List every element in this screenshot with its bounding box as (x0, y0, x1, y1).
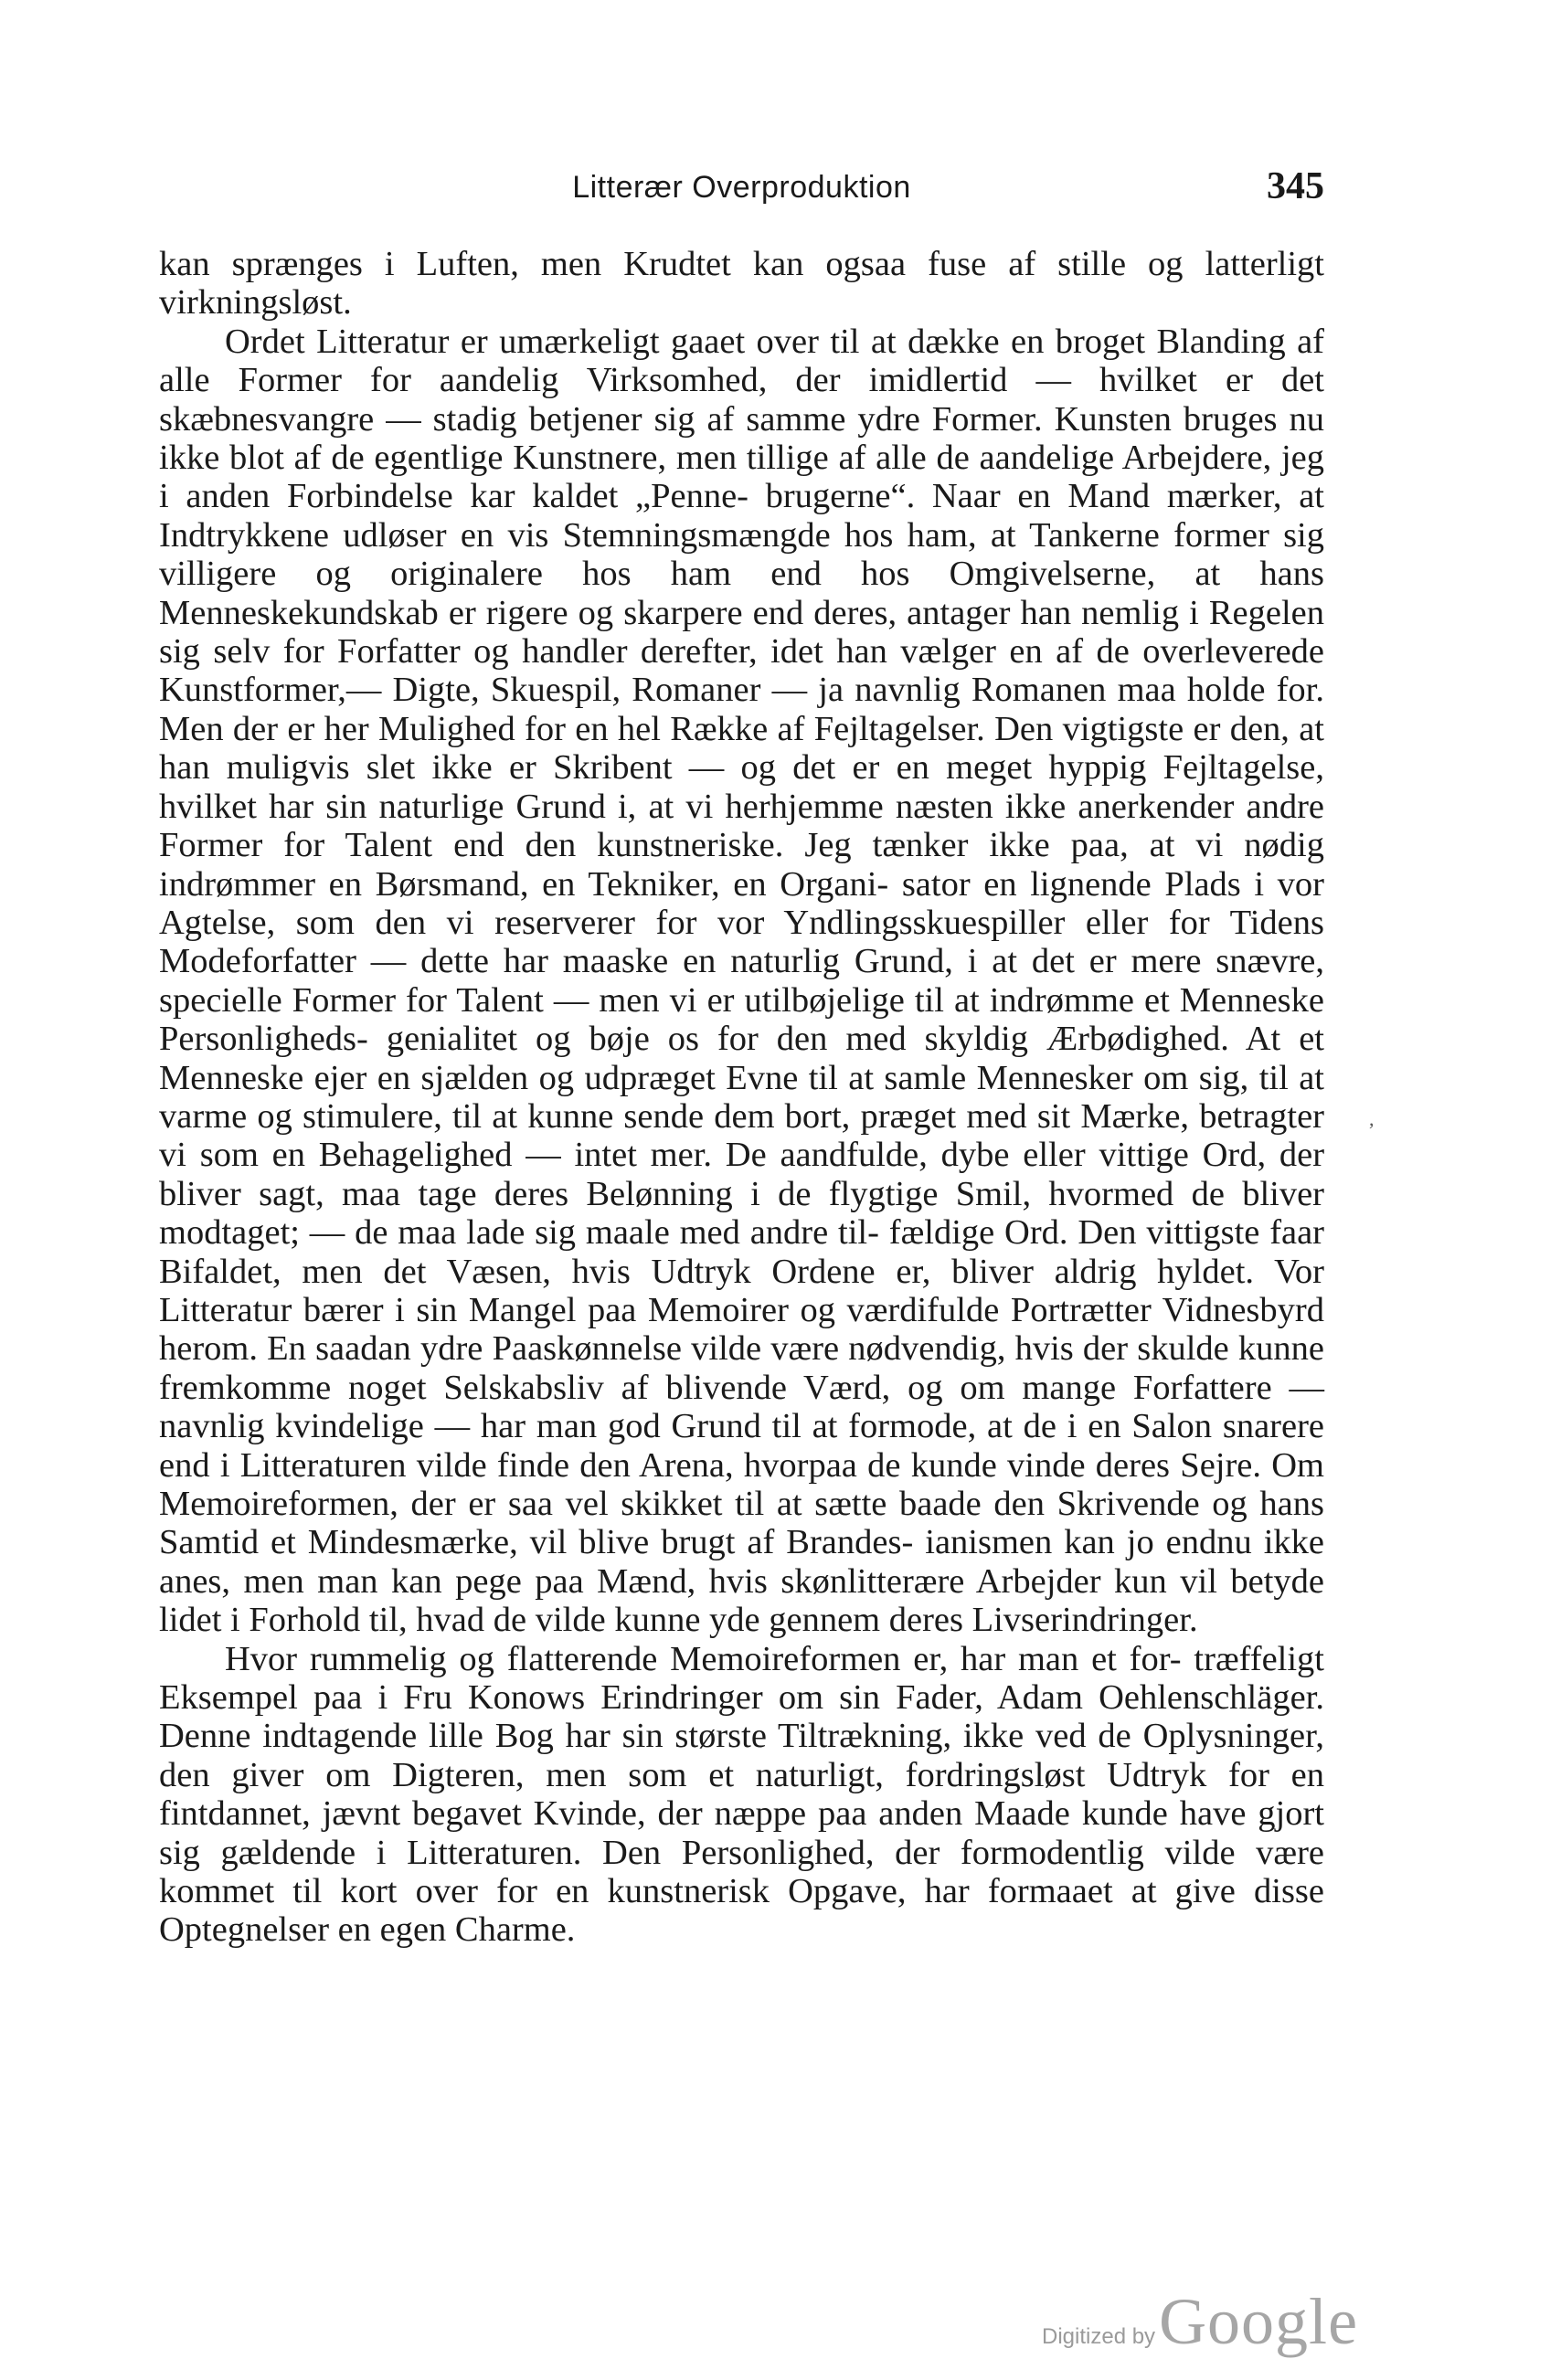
text-line: genialitet og bøje os for den med skyldig Ærbødighed. At et Menneske (159, 1020, 1324, 1097)
paragraph-litteratur (159, 323, 1324, 1640)
text-line: og handler derefter, idet han vælger en af de overleverede Kunstformer,— (159, 632, 1324, 710)
text-line: kvindelige — har man god Grund til at formode, at de i en Salon snarere (275, 1407, 1324, 1446)
paragraph-memoireformen (159, 1640, 1324, 1950)
margin-mark: , (1369, 1107, 1375, 1130)
text-line: Paaskønnelse vilde være nødvendig, hvis der skulde kunne fremkomme (159, 1329, 1325, 1407)
text-line: træffeligt Eksempel paa i Fru Konows Erindringer om sin Fader, Adam (159, 1639, 1324, 1718)
page-number: 345 (1267, 165, 1324, 207)
text-line: Oehlenschläger. Denne indtagende lille Bog har sin største Tiltrækning, (159, 1678, 1325, 1756)
text-line: — men vi er utilbøjelige til at indrømme et Menneske Personligheds- (159, 980, 1324, 1059)
text-line: den, at han muligvis slet ikke er Skribent — og det er en meget hyppig (159, 709, 1325, 788)
text-line: Ordene er, bliver aldrig hyldet. Vor Litteratur bærer i sin Mangel paa (159, 1252, 1324, 1329)
text-line: paa anden Maade kunde have gjort sig gældende i Litteraturen. Den (159, 1794, 1325, 1872)
paragraph-continuation (159, 245, 1324, 323)
text-line: Sejre. Om Memoireformen, der er saa vel skikket til at sætte baade den (159, 1445, 1324, 1523)
text-line: fordringsløst Udtryk for en fintdannet, jævnt begavet Kvinde, der næppe (159, 1755, 1324, 1834)
text-line: er det skæbnesvangre — stadig betjener sig af samme ydre Former. (159, 361, 1324, 439)
book-page (159, 164, 1324, 1950)
running-head (159, 164, 1324, 219)
text-line: vittige Ord, der bliver sagt, maa tage deres Belønning i de flygtige Smil, (159, 1136, 1325, 1213)
text-line: ikke paa, at vi nødig indrømmer en Børsmand, en Tekniker, en Organi- (159, 826, 1324, 904)
text-line: sator en lignende Plads i vor Agtelse, som den vi reserverer for vor (159, 864, 1324, 942)
text-line: hvormed de bliver modtaget; — de maa lade sig maale med andre til- (159, 1174, 1325, 1253)
google-logo: Google (1159, 2285, 1359, 2358)
body-text (159, 245, 1324, 1950)
text-line: Yndlingsskuespiller eller for Tidens Modeforfatter — dette har maaske (159, 903, 1325, 981)
text-line: Personlighed, der formodentlig vilde være kommet til kort over for en (159, 1833, 1325, 1911)
text-line: alle de aandelige Arbejdere, jeg i anden Forbindelse kar kaldet „Penne- (159, 439, 1324, 516)
text-line: Blanding af alle Former for aandelig Virksomhed, der imidlertid — hvilket (159, 322, 1325, 400)
text-line: kan sprænges i Luften, men Krudtet kan ogsaa fuse af stille og latterligt (159, 245, 1324, 283)
text-line: brugerne“. Naar en Mand mærker, at Indtrykkene udløser en vis (159, 477, 1324, 555)
watermark-prefix: Digitized by (1042, 2324, 1156, 2349)
text-line: noget Selskabsliv af blivende Værd, og om mange Forfattere — navnlig (159, 1368, 1325, 1446)
text-line: ikke anerkender andre Former for Talent end den kunstneriske. Jeg tænker (159, 787, 1324, 865)
text-line: Skrivende og hans Samtid et Mindesmærke, vil blive brugt af Brandes- (159, 1485, 1324, 1562)
text-line: kunne yde gennem deres Livserindringer. (614, 1601, 1198, 1640)
text-line: end i Litteraturen vilde finde den Arena, hvorpaa de kunde vinde deres (159, 1445, 1171, 1485)
text-line: der er her Mulighed for en hel Række af Fejltagelser. Den vigtigste er (232, 709, 1221, 748)
text-line: Stemningsmængde hos ham, at Tankerne former sig villigere og originalere (159, 515, 1325, 594)
text-line: Digte, Skuespil, Romaner — ja navnlig Romanen maa holde for. Men (159, 671, 1325, 748)
digitized-watermark (1042, 2284, 1358, 2360)
text-line: hos ham end hos Omgivelserne, at hans Menneskekundskab er rigere og (159, 555, 1324, 632)
text-line: betragter vi som en Behagelighed — intet mer. De aandfulde, dybe eller (159, 1096, 1325, 1175)
text-line: Hvor rummelig og flatterende Memoireformen er, har man et for- (225, 1639, 1182, 1678)
text-line: Fejltagelse, hvilket har sin naturlige Grund i, at vi herhjemme næsten (159, 748, 1324, 826)
text-line: Kunsten bruges nu ikke blot af de egentlige Kunstnere, men tillige af (159, 399, 1325, 478)
text-line: ianismen kan jo endnu ikke anes, men man kan pege paa Mænd, hvis (159, 1523, 1325, 1601)
text-line: en naturlig Grund, i at det er mere snævre, specielle Former for Talent (159, 942, 1325, 1020)
text-line: ejer en sjælden og udpræget Evne til at samle Mennesker om sig, til at (313, 1058, 1324, 1097)
text-line: Ordet Litteratur er umærkeligt gaaet over til at dække en broget (225, 322, 1146, 361)
text-line: kunstnerisk Opgave, har formaaet at give disse Optegnelser en egen Charme. (159, 1872, 1324, 1950)
text-line: virkningsløst. (159, 283, 352, 323)
text-line: varme og stimulere, til at kunne sende dem bort, præget med sit Mærke, (159, 1096, 1190, 1136)
text-line: skarpere end deres, antager han nemlig i Regelen sig selv for Forfatter (159, 593, 1325, 672)
text-line: Memoirer og værdifulde Portrætter Vidnesbyrd herom. En saadan ydre (159, 1290, 1324, 1369)
text-line: skønlitterære Arbejder kun vil betyde lidet i Forhold til, hvad de vilde (159, 1561, 1325, 1640)
text-line: ikke ved de Oplysninger, den giver om Digteren, men som et naturligt, (159, 1717, 1324, 1794)
text-line: fældige Ord. Den vittigste faar Bifaldet, men det Væsen, hvis Udtryk (159, 1213, 1325, 1291)
running-title: Litterær Overproduktion (572, 170, 911, 205)
